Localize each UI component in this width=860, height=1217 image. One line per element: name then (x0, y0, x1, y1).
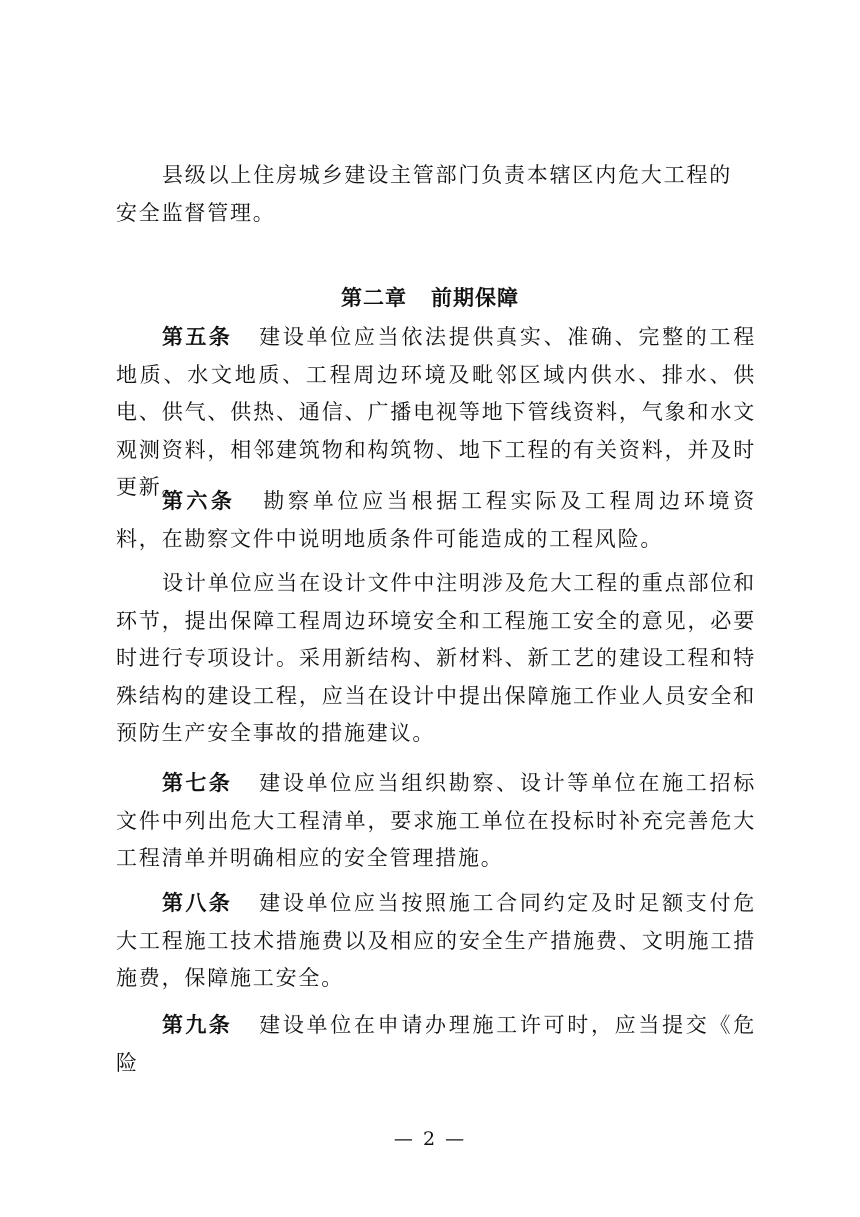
article-text: 建设单位应当依法提供真实、准确、完整的工程地质、水文地质、工程周边环境及毗邻区域内供水、排水、供电、供气、供热、通信、广播电视等地下管线资料，气象和水文观测资料，相邻建筑物和构筑物、地下工程的有关资料，并及时更新。 (116, 325, 756, 499)
article-8-paragraph (116, 885, 756, 998)
article-label: 第八条 (162, 891, 233, 915)
article-text: 勘察单位应当根据工程实际及工程周边环境资料，在勘察文件中说明地质条件可能造成的工程风险。 (116, 489, 757, 551)
intro-line-1: 县级以上住房城乡建设主管部门负责本辖区内危大工程的 (162, 163, 732, 187)
article-label: 第五条 (162, 325, 233, 349)
design-paragraph (116, 565, 756, 753)
article-label: 第七条 (162, 771, 233, 795)
article-7-paragraph (116, 765, 756, 878)
article-text: 建设单位应当组织勘察、设计等单位在施工招标文件中列出危大工程清单，要求施工单位在投标时补充完善危大工程清单并明确相应的安全管理措施。 (116, 771, 756, 870)
chapter-heading (0, 282, 860, 312)
intro-paragraph (116, 157, 756, 232)
intro-line-2: 安全监督管理。 (116, 200, 276, 225)
article-text: 建设单位在申请办理施工许可时，应当提交《危险 (116, 1013, 756, 1075)
page-number: — 2 — (393, 1128, 467, 1150)
article-9-paragraph (116, 1007, 756, 1082)
article-6-paragraph (116, 483, 756, 558)
chapter-title: 前期保障 (431, 286, 519, 310)
article-text: 建设单位应当按照施工合同约定及时足额支付危大工程施工技术措施费以及相应的安全生产措施费、文明施工措施费，保障施工安全。 (116, 891, 756, 990)
article-label: 第九条 (162, 1013, 233, 1037)
article-5-paragraph (116, 319, 756, 507)
article-label: 第六条 (162, 489, 236, 513)
design-text: 设计单位应当在设计文件中注明涉及危大工程的重点部位和环节，提出保障工程周边环境安全和工程施工安全的意见，必要时进行专项设计。采用新结构、新材料、新工艺的建设工程和特殊结构的建设工程，应当在设计中提出保障施工作业人员安全和预防生产安全事故的措施建议。 (116, 571, 756, 745)
chapter-number: 第二章 (341, 286, 407, 310)
